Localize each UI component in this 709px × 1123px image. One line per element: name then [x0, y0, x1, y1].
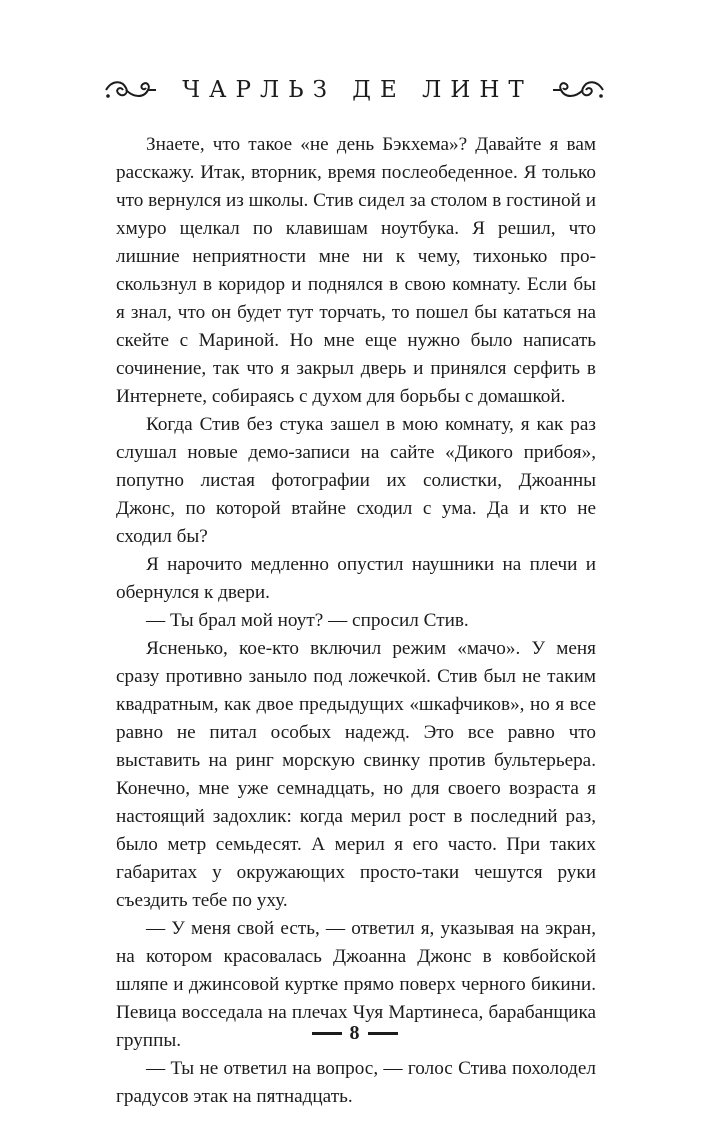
- paragraph: — Ты брал мой ноут? — спросил Стив.: [146, 610, 469, 631]
- running-head-title: ЧАРЛЬЗ ДЕ ЛИНТ: [182, 77, 533, 103]
- paragraph: Ясненько, кое-кто включил режим «мачо». У меня сразу противно заныло под ложечкой. Стив был не таким квадратным, как двое предыдущих «шкафчиков», но я все равно не питал особых надежд. Это все равно что выставить на ринг морскую свинку против бультерьера. Конечно, мне уже семнадцать, но для своего возраста я настоящий задохлик: когда мерил рост в последний раз, было метр семьдесят. А мерил я его часто. При таких габаритах у окружающих просто-таки чешутся руки съездить тебе по уху.: [116, 638, 596, 911]
- paragraph: — Ты не ответил на вопрос, — голос Стива похолодел градусов этак на пятнадцать.: [116, 1058, 596, 1107]
- paragraph: Я нарочито медленно опустил наушники на плечи и обернулся к двери.: [116, 554, 596, 603]
- right-swirl-ornament-icon: [551, 76, 607, 104]
- paragraph: Знаете, что такое «не день Бэкхема»? Давайте я вам расскажу. Итак, вторник, время послеобеденное. Я только что вернулся из школы. Стив сидел за столом в гостиной и хмуро щелкал по клавишам ноутбука. Я решил, что лишние неприятности мне ни к чему, тихонько проскользнул в коридор и поднялся в свою комнату. Если бы я знал, что он будет тут торчать, то пошел бы кататься на скейте с Мариной. Но мне еще нужно было написать сочинение, так что я закрыл дверь и принялся серфить в Интернете, собираясь с духом для борьбы с домашкой.: [116, 134, 596, 407]
- left-dash: [312, 1032, 342, 1035]
- left-swirl-ornament-icon: [102, 76, 158, 104]
- paragraph: — У меня свой есть, — ответил я, указывая на экран, на котором красовалась Джоанна Джонс в ковбойской шляпе и джинсовой куртке прямо поверх черного бикини. Певица восседала на плечах Чуя Мартинеса, барабанщика группы.: [116, 918, 596, 1051]
- body-text: [116, 131, 596, 1111]
- page-number: 8: [349, 1021, 360, 1044]
- paragraph: Когда Стив без стука зашел в мою комнату, я как раз слушал новые демо-записи на сайте «Дикого прибоя», попутно листая фотографии их солистки, Джоанны Джонс, по которой втайне сходил с ума. Да и кто не сходил бы?: [116, 414, 596, 547]
- page-footer: [0, 1018, 709, 1048]
- right-dash: [368, 1032, 398, 1035]
- running-header: [0, 68, 709, 112]
